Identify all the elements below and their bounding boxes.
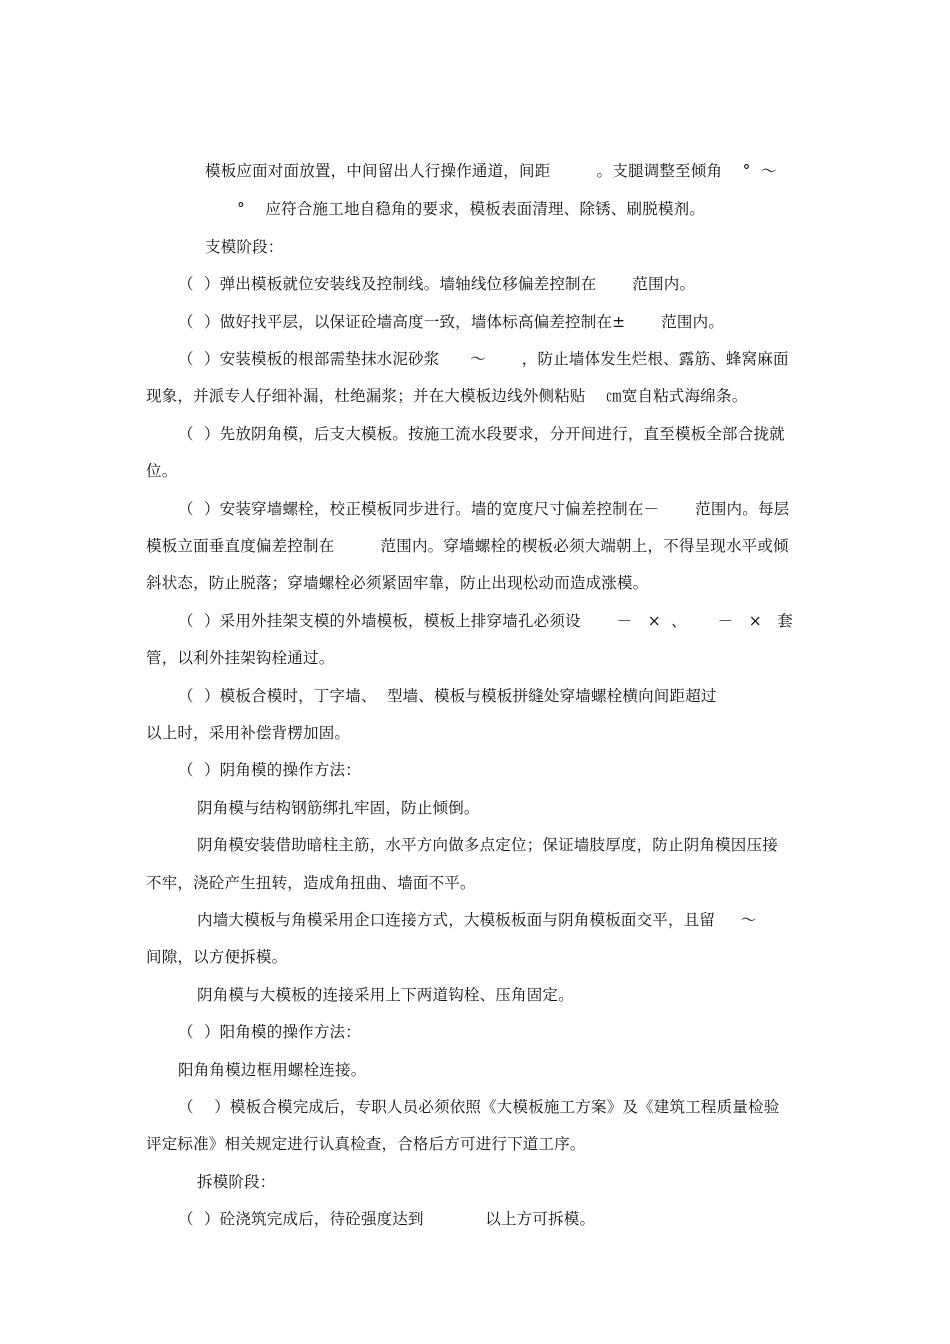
text-line-14: 管，以利外挂架钩栓通过。 [146, 649, 335, 667]
text-line-9: 位。 [146, 462, 178, 480]
text-line-10: （ ）安装穿墙螺栓，校正模板同步进行。墙的宽度尺寸偏差控制在－ 范围内。每层 [178, 500, 790, 518]
text-line-2: ° 应符合施工地自稳角的要求，模板表面清理、除锈、刷脱模剂。 [237, 200, 706, 218]
section-heading-formwork-erection: 支模阶段： [205, 238, 284, 256]
text-line-24: （ ）阳角模的操作方法： [178, 1023, 361, 1041]
text-line-12: 斜状态，防止脱落；穿墙螺栓必须紧固牢靠，防止出现松动而造成涨模。 [146, 574, 649, 592]
text-line-19: 阴角模安装借助暗柱主筋，水平方向做多点定位；保证墙肢厚度，防止阴角模因压接 [197, 836, 778, 854]
text-line-18: 阴角模与结构钢筋绑扎牢固，防止倾倒。 [197, 799, 480, 817]
text-line-26: （ ）模板合模完成后，专职人员必须依照《大模板施工方案》及《建筑工程质量检验 [178, 1098, 780, 1116]
text-line-29: （ ）砼浇筑完成后，待砼强度达到 以上方可拆模。 [178, 1210, 596, 1228]
text-line-11: 模板立面垂直度偏差控制在 范围内。穿墙螺栓的楔板必须大端朝上，不得呈现水平或倾 [146, 537, 789, 555]
text-line-15: （ ）模板合模时，丁字墙、 型墙、模板与模板拼缝处穿墙螺栓横向间距超过 [178, 687, 717, 705]
text-line-1: 模板应面对面放置，中间留出人行操作通道，间距 。支腿调整至倾角 ° ～ [205, 162, 777, 180]
text-line-16: 以上时，采用补偿背楞加固。 [146, 724, 351, 742]
text-line-7: 现象，并派专人仔细补漏，杜绝漏浆；并在大模板边线外侧粘贴 ㎝宽自粘式海绵条。 [146, 387, 748, 405]
section-heading-formwork-removal: 拆模阶段： [197, 1173, 276, 1191]
text-line-4: （ ）弹出模板就位安装线及控制线。墙轴线位移偏差控制在 范围内。 [178, 275, 696, 293]
text-line-6: （ ）安装模板的根部需垫抹水泥砂浆 ～ ，防止墙体发生烂根、露筋、蜂窝麻面 [178, 350, 789, 368]
text-line-27: 评定标准》相关规定进行认真检查，合格后方可进行下道工序。 [146, 1135, 586, 1153]
text-line-23: 阴角模与大模板的连接采用上下两道钩栓、压角固定。 [197, 986, 574, 1004]
text-line-8: （ ）先放阴角模，后支大模板。按施工流水段要求，分开间进行，直至模板全部合拢就 [178, 425, 785, 443]
text-line-17: （ ）阴角模的操作方法： [178, 761, 361, 779]
text-line-13: （ ）采用外挂架支模的外墙模板，模板上排穿墙孔必须设 － × 、 － × 套 [178, 612, 793, 630]
text-line-5: （ ）做好找平层，以保证砼墙高度一致，墙体标高偏差控制在± 范围内。 [178, 313, 725, 331]
text-line-20: 不牢，浇砼产生扭转，造成角扭曲、墙面不平。 [146, 874, 476, 892]
text-line-22: 间隙，以方便拆模。 [146, 948, 288, 966]
text-line-25: 阳角角模边框用螺栓连接。 [178, 1061, 367, 1079]
text-line-21: 内墙大模板与角模采用企口连接方式，大模板板面与阴角模板面交平，且留 ～ [197, 911, 757, 929]
